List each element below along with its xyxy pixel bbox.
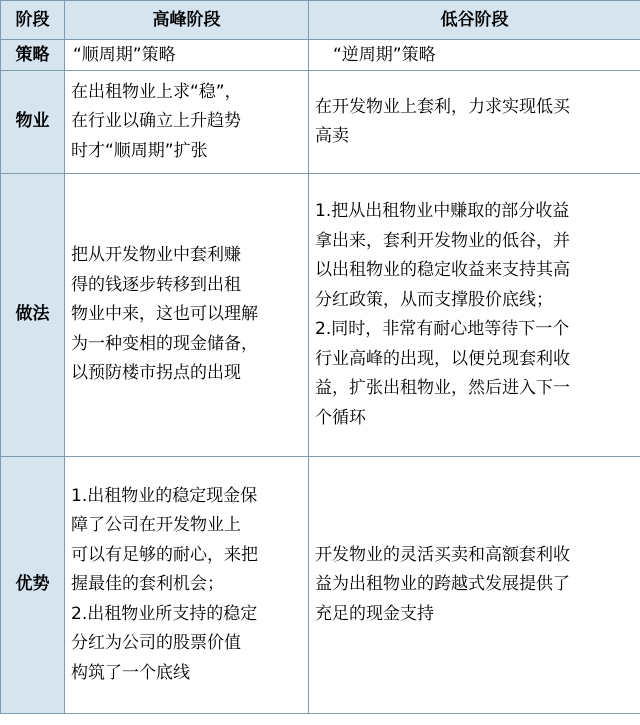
peak-advantage-line: 构筑了一个底线 <box>71 662 190 683</box>
peak-advantage-line: 1.出租物业的稳定现金保 <box>71 485 258 506</box>
peak-strategy-cell <box>65 40 309 71</box>
trough-method-line: 以出租物业的稳定收益来支持其高 <box>315 260 570 280</box>
row-label-property: 物业 <box>1 71 65 174</box>
row-property <box>1 71 640 174</box>
trough-method-line: 拿出来，套利开发物业的低谷，并 <box>315 230 570 251</box>
header-row <box>1 1 640 40</box>
peak-advantage-line: 障了公司在开发物业上 <box>71 515 241 536</box>
trough-property-line: 在开发物业上套利，力求实现低买 <box>315 96 570 117</box>
peak-property-line: 在出租物业上求“稳”， <box>71 81 242 102</box>
peak-advantage-line: 可以有足够的耐心，来把 <box>71 544 258 565</box>
peak-advantage-line: 分红为公司的股票价值 <box>71 633 241 654</box>
trough-advantage-line: 开发物业的灵活买卖和高额套利收 <box>315 544 570 565</box>
trough-method-line: 2.同时，非常有耐心地等待下一个 <box>315 319 570 339</box>
peak-method-line: 为一种变相的现金储备， <box>71 333 258 354</box>
header-stage: 阶段 <box>1 1 65 40</box>
peak-method-line: 物业中来，这也可以理解 <box>71 304 258 325</box>
peak-advantage-cell <box>65 457 309 714</box>
trough-advantage-line: 益为出租物业的跨越式发展提供了 <box>315 574 570 595</box>
trough-strategy-text: “逆周期”策略 <box>333 45 436 65</box>
row-label-method: 做法 <box>1 174 65 457</box>
row-strategy <box>1 40 640 71</box>
peak-advantage-line: 握最佳的套利机会； <box>71 574 224 595</box>
row-label-advantage: 优势 <box>1 457 65 714</box>
peak-method-line: 得的钱逐步转移到出租 <box>71 274 241 295</box>
trough-method-line: 分红政策，从而支撑股价底线； <box>315 289 553 310</box>
trough-method-line: 行业高峰的出现，以便兑现套利收 <box>315 348 570 369</box>
peak-property-cell <box>65 71 309 174</box>
peak-property-line: 在行业以确立上升趋势 <box>71 111 241 132</box>
trough-method-line: 个循环 <box>315 407 366 428</box>
trough-advantage-cell <box>309 457 640 714</box>
trough-method-line: 益，扩张出租物业，然后进入下一 <box>315 378 570 398</box>
peak-property-line: 时才“顺周期”扩张 <box>71 140 208 161</box>
row-advantage <box>1 457 640 714</box>
trough-property-line: 高卖 <box>315 126 349 146</box>
peak-method-line: 把从开发物业中套利赚 <box>71 245 241 266</box>
row-method <box>1 174 640 457</box>
row-label-strategy: 策略 <box>1 40 65 71</box>
trough-property-cell <box>309 71 640 174</box>
header-trough: 低谷阶段 <box>309 1 640 40</box>
header-peak: 高峰阶段 <box>65 1 309 40</box>
trough-method-cell <box>309 174 640 457</box>
trough-strategy-cell <box>309 40 640 71</box>
peak-method-cell <box>65 174 309 457</box>
peak-advantage-line: 2.出租物业所支持的稳定 <box>71 603 258 624</box>
peak-strategy-text: “顺周期”策略 <box>73 45 176 65</box>
peak-method-line: 以预防楼市拐点的出现 <box>71 363 241 384</box>
trough-advantage-line: 充足的现金支持 <box>315 603 434 624</box>
trough-method-line: 1.把从出租物业中赚取的部分收益 <box>315 201 570 221</box>
